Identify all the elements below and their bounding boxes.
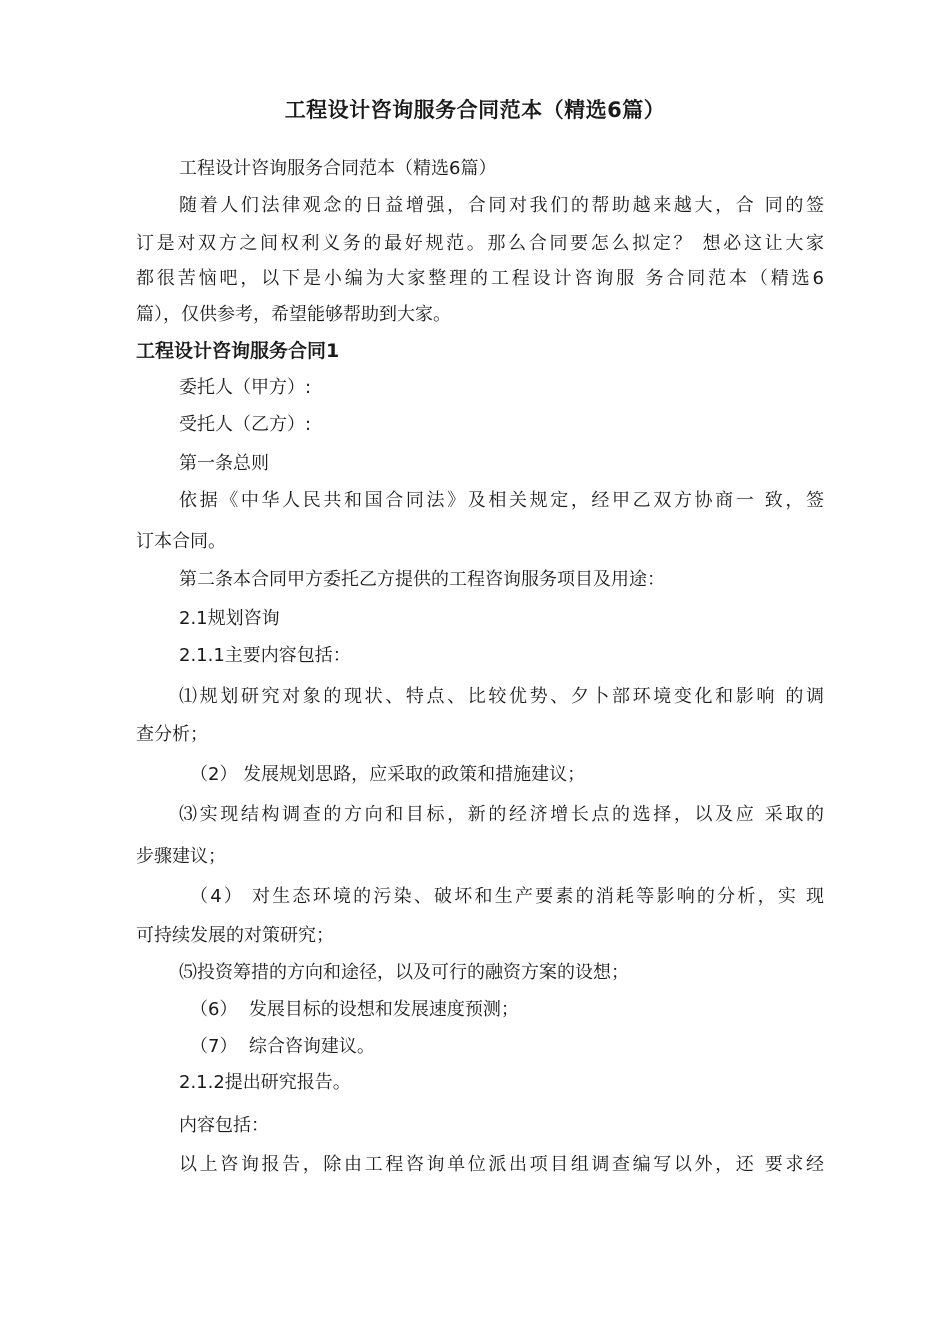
- content-label: 内容包括：: [179, 1115, 269, 1136]
- item-6: （6） 发展目标的设想和发展速度预测；: [190, 999, 519, 1020]
- document-title: 工程设计咨询服务合同范本（精选6篇）: [284, 98, 666, 122]
- item-1-line-1: ⑴规划研究对象的现状、特点、比较优势、夕卜部环境变化和影响 的调: [179, 686, 824, 707]
- article-1-line-1: 依据《中华人民共和国合同法》及相关规定，经甲乙双方协商一 致，签: [179, 490, 824, 511]
- item-7: （7） 综合咨询建议。: [190, 1036, 375, 1057]
- intro-line-2: 订是对双方之间权利义务的最好规范。那么合同要怎么拟定？ 想必这让大家: [136, 233, 824, 254]
- item-4-line-2: 可持续发展的对策研究；: [136, 925, 334, 946]
- intro-line-1: 随着人们法律观念的日益增强，合同对我们的帮助越来越大，合 同的签: [179, 195, 824, 216]
- clause-2-1: 2.1规划咨询: [179, 608, 280, 629]
- party-b-line: 受托人（乙方）:: [179, 414, 312, 435]
- intro-line-4: 篇），仅供参考，希望能够帮助到大家。: [136, 304, 451, 325]
- item-2: （2） 发展规划思路，应采取的政策和措施建议；: [190, 764, 586, 785]
- item-4-line-1: （4） 对生态环境的污染、破坏和生产要素的消耗等影响的分析，实 现: [190, 886, 824, 907]
- article-2-heading: 第二条本合同甲方委托乙方提供的工程咨询服务项目及用途：: [179, 569, 665, 590]
- report-line: 以上咨询报告，除由工程咨询单位派出项目组调查编写以外，还 要求经: [179, 1154, 824, 1175]
- party-a-line: 委托人（甲方）:: [179, 377, 312, 398]
- subtitle-line: 工程设计咨询服务合同范本（精选6篇）: [179, 158, 497, 179]
- item-1-line-2: 查分析；: [136, 724, 208, 745]
- article-1-heading: 第一条总则: [179, 453, 269, 474]
- intro-line-3: 都很苦恼吧，以下是小编为大家整理的工程设计咨询服 务合同范本（精选6: [136, 268, 824, 289]
- article-1-line-2: 订本合同。: [136, 531, 226, 552]
- clause-2-1-2: 2.1.2提出研究报告。: [179, 1072, 351, 1093]
- section-heading: 工程设计咨询服务合同1: [136, 340, 340, 362]
- clause-2-1-1: 2.1.1主要内容包括：: [179, 645, 351, 666]
- item-3-line-1: ⑶实现结构调查的方向和目标，新的经济增长点的选择，以及应 采取的: [179, 804, 824, 825]
- item-5: ⑸投资筹措的方向和途径，以及可行的融资方案的设想；: [179, 962, 629, 983]
- item-3-line-2: 步骤建议；: [136, 846, 226, 867]
